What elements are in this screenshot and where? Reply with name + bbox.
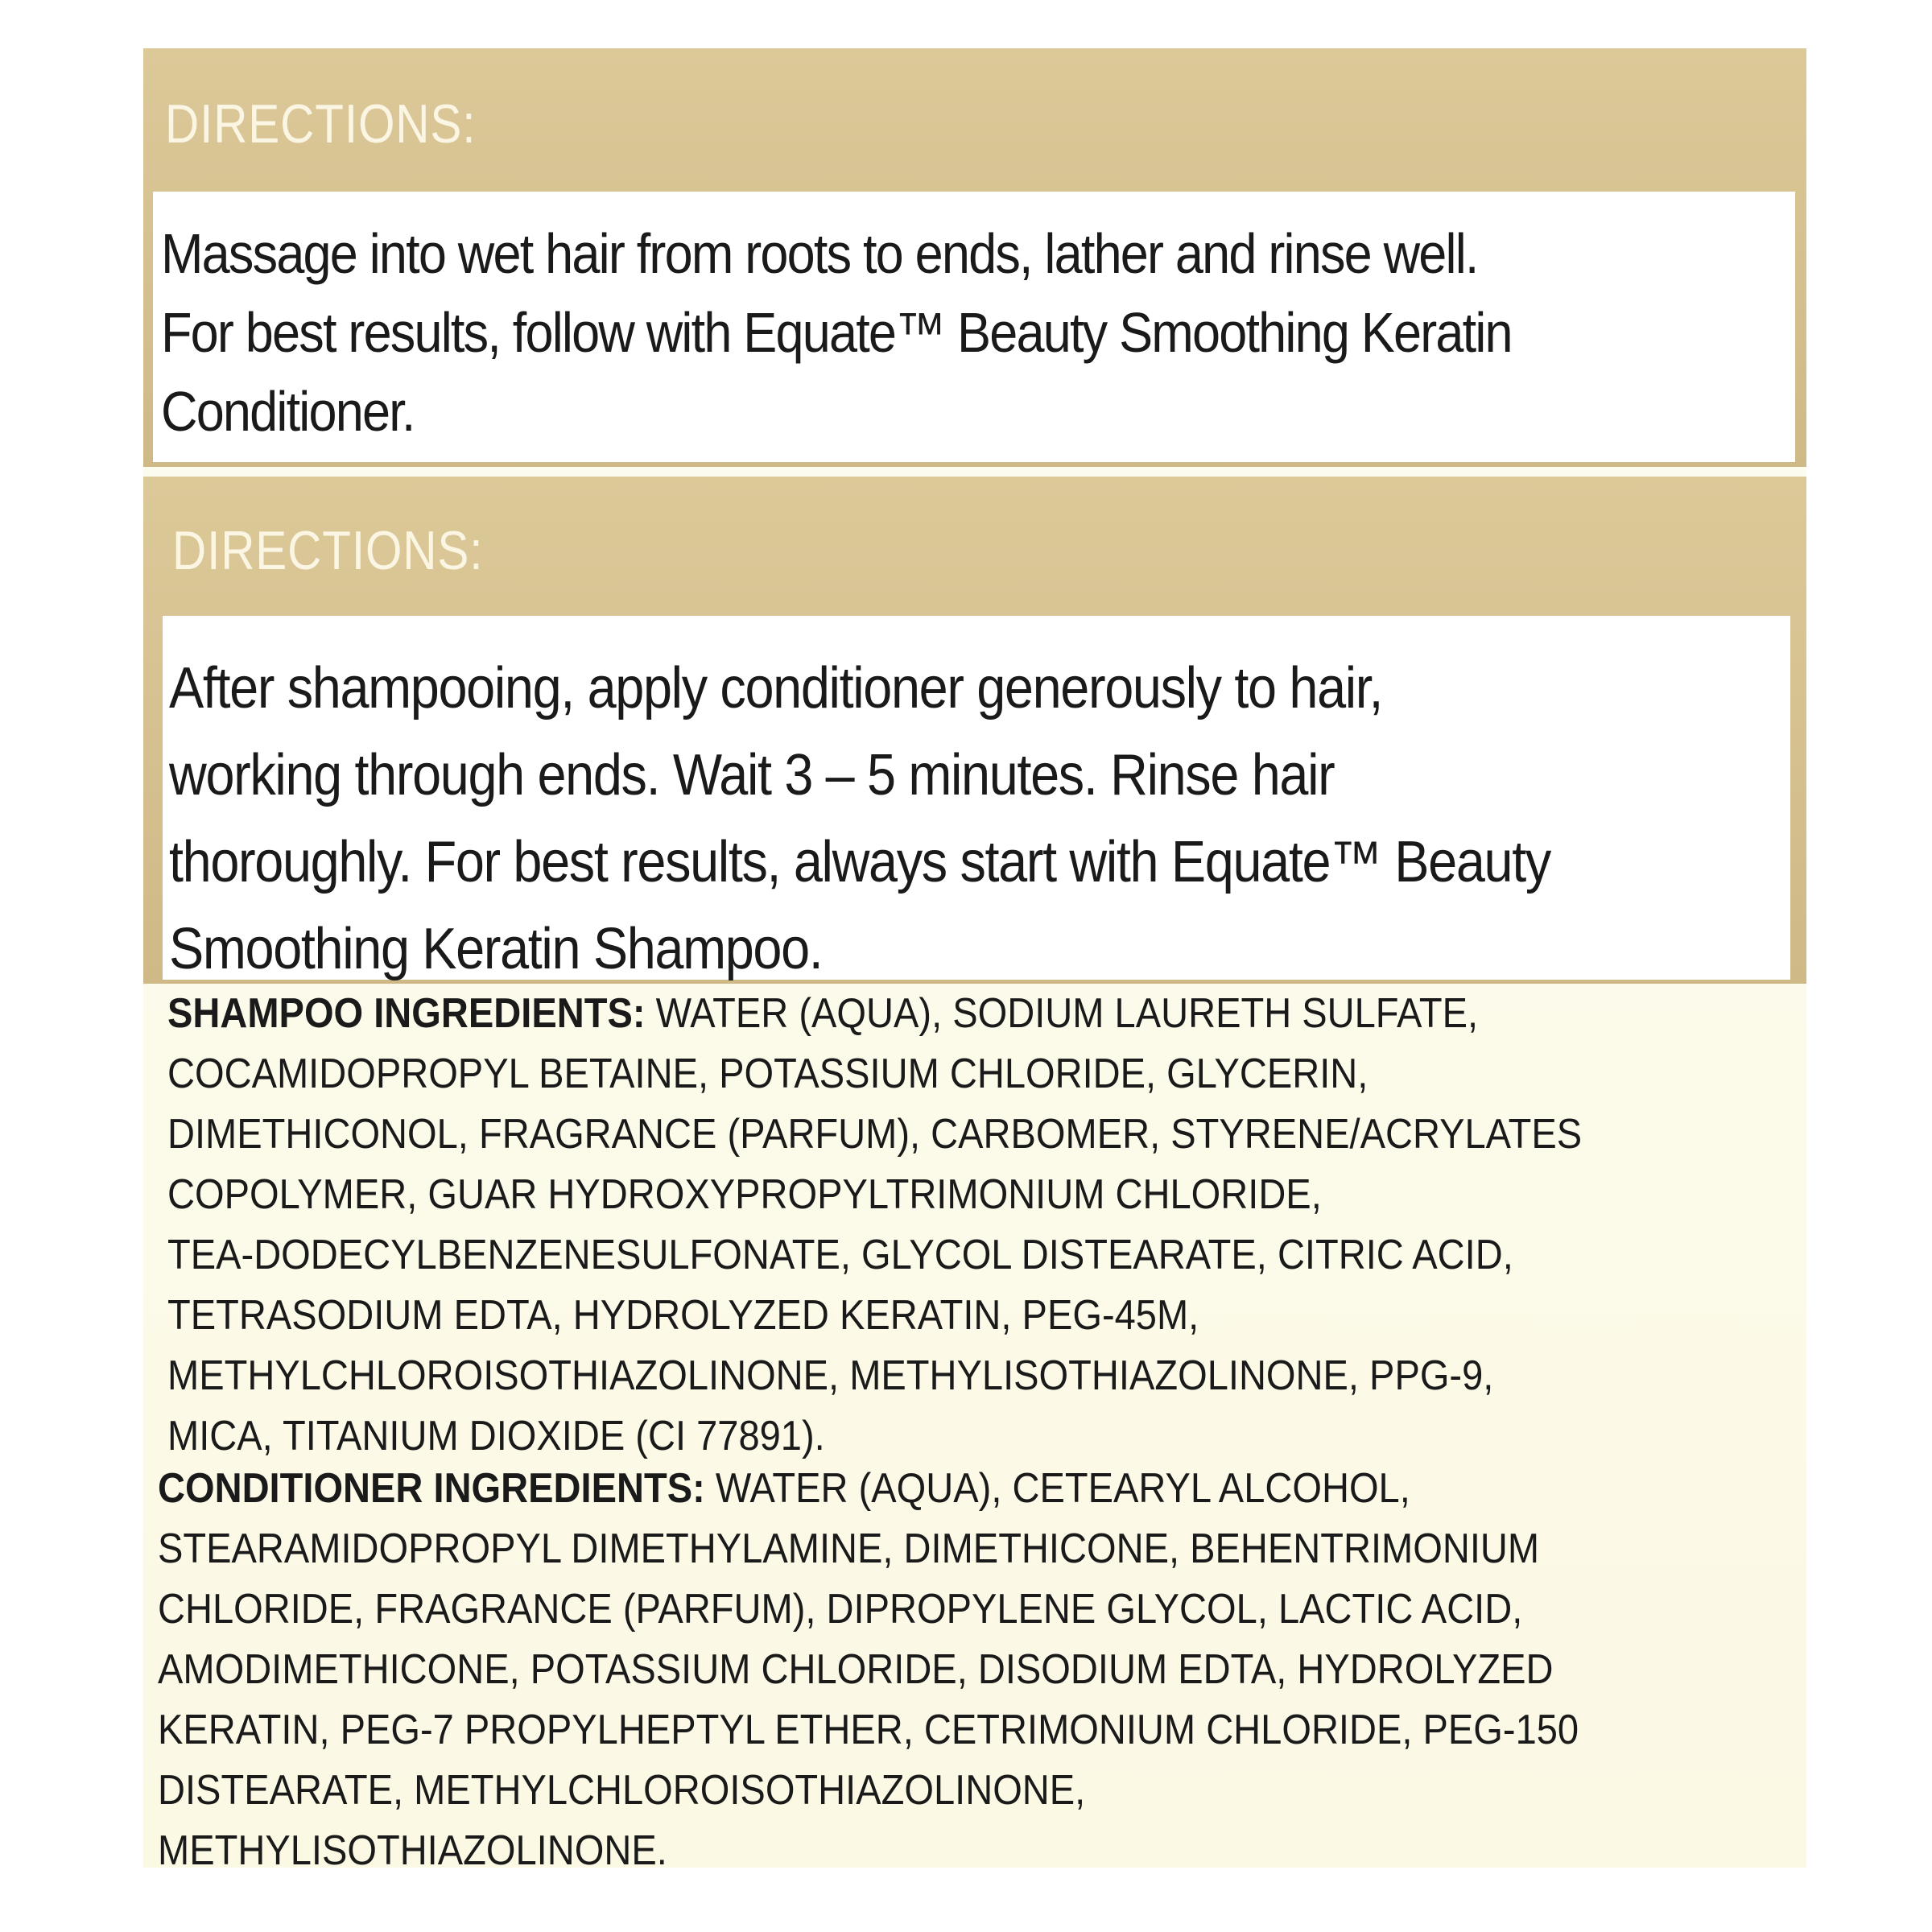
conditioner-ingredients-line: DISTEARATE, METHYLCHLOROISOTHIAZOLINONE,	[158, 1767, 1086, 1814]
shampoo-ingredients-line: TETRASODIUM EDTA, HYDROLYZED KERATIN, PEG-45M,	[167, 1292, 1199, 1339]
conditioner-ingredients-line: KERATIN, PEG-7 PROPYLHEPTYL ETHER, CETRIMONIUM CHLORIDE, PEG-150	[158, 1707, 1579, 1753]
shampoo-directions-text	[153, 192, 1795, 462]
shampoo-ingredients-label: SHAMPOO INGREDIENTS:	[167, 990, 646, 1037]
conditioner-ingredients-first-line: WATER (AQUA), CETEARYL ALCOHOL,	[704, 1465, 1410, 1512]
conditioner-directions-heading: DIRECTIONS:	[172, 520, 484, 581]
conditioner-directions-line: working through ends. Wait 3 – 5 minutes. Rinse hair	[169, 743, 1335, 807]
shampoo-directions-line: Conditioner.	[161, 380, 415, 443]
conditioner-ingredients-line: STEARAMIDOPROPYL DIMETHYLAMINE, DIMETHICONE, BEHENTRIMONIUM	[158, 1525, 1540, 1572]
shampoo-directions-heading: DIRECTIONS:	[165, 93, 477, 155]
shampoo-ingredients-line: COCAMIDOPROPYL BETAINE, POTASSIUM CHLORIDE, GLYCERIN,	[167, 1051, 1368, 1097]
conditioner-ingredients-line: AMODIMETHICONE, POTASSIUM CHLORIDE, DISODIUM EDTA, HYDROLYZED	[158, 1646, 1554, 1693]
shampoo-ingredients-line: DIMETHICONOL, FRAGRANCE (PARFUM), CARBOMER, STYRENE/ACRYLATES	[167, 1111, 1583, 1158]
conditioner-ingredients-line	[158, 1459, 1579, 1519]
conditioner-directions-line: After shampooing, apply conditioner generously to hair,	[169, 656, 1383, 720]
conditioner-ingredients-label: CONDITIONER INGREDIENTS:	[158, 1465, 705, 1512]
shampoo-ingredients	[167, 984, 1731, 1467]
shampoo-ingredients-line: MICA, TITANIUM DIOXIDE (CI 77891).	[167, 1413, 825, 1459]
conditioner-directions-line: Smoothing Keratin Shampoo.	[169, 917, 823, 981]
conditioner-ingredients	[158, 1459, 1728, 1881]
conditioner-directions-text	[163, 616, 1790, 980]
shampoo-ingredients-line	[167, 984, 1582, 1044]
shampoo-ingredients-line: COPOLYMER, GUAR HYDROXYPROPYLTRIMONIUM CHLORIDE,	[167, 1171, 1322, 1218]
conditioner-ingredients-line: METHYLISOTHIAZOLINONE.	[158, 1827, 667, 1874]
shampoo-ingredients-line: TEA-DODECYLBENZENESULFONATE, GLYCOL DISTEARATE, CITRIC ACID,	[167, 1232, 1513, 1278]
shampoo-ingredients-line: METHYLCHLOROISOTHIAZOLINONE, METHYLISOTHIAZOLINONE, PPG-9,	[167, 1352, 1494, 1399]
conditioner-directions-line: thoroughly. For best results, always start with Equate™ Beauty	[169, 830, 1550, 894]
shampoo-ingredients-first-line: WATER (AQUA), SODIUM LAURETH SULFATE,	[645, 990, 1479, 1037]
shampoo-directions-line: For best results, follow with Equate™ Beauty Smoothing Keratin	[161, 301, 1512, 364]
conditioner-ingredients-line: CHLORIDE, FRAGRANCE (PARFUM), DIPROPYLENE GLYCOL, LACTIC ACID,	[158, 1586, 1523, 1633]
shampoo-directions-line: Massage into wet hair from roots to ends, lather and rinse well.	[161, 222, 1478, 285]
